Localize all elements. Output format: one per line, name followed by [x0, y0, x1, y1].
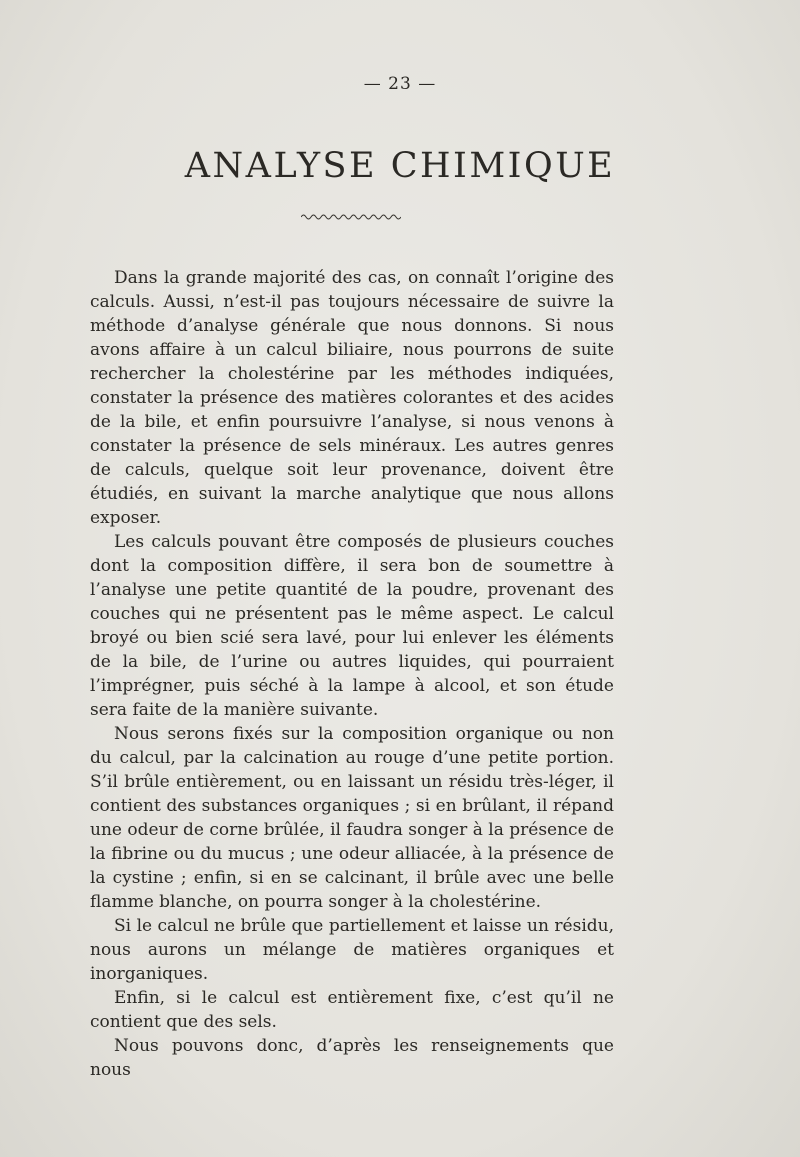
paragraph: Les calculs pouvant être composés de plusieurs couches dont la composition diffère, il sera bon de soumettre à l’analyse une petite quantité de la poudre, provenant des couches qui ne présentent pas le même aspect. Le calcul broyé ou bien scié sera lavé, pour lui enlever les éléments de la bile, de l’urine ou autres liquides, qui pourraient l’imprégner, puis séché à la lampe à alcool, et son étude sera faite de la manière suivante. — [90, 532, 614, 720]
body-text — [90, 266, 614, 1082]
paragraph: Nous pouvons donc, d’après les renseignements que nous — [90, 1036, 614, 1080]
paragraph: Si le calcul ne brûle que partiellement et laisse un résidu, nous aurons un mélange de matières organiques et inorganiques. — [90, 916, 614, 984]
chapter-title: ANALYSE CHIMIQUE — [184, 146, 616, 186]
paragraph: Enfin, si le calcul est entièrement fixe, c’est qu’il ne contient que des sels. — [90, 988, 614, 1032]
paragraph: Nous serons fixés sur la composition organique ou non du calcul, par la calcination au rouge d’une petite portion. S’il brûle entièrement, ou en laissant un résidu très-léger, il contient des substances organiques ; si en brûlant, il répand une odeur de corne brûlée, il faudra songer à la présence de la fibrine ou du mucus ; une odeur alliacée, à la présence de la cystine ; enfin, si en se calcinant, il brûle avec une belle flamme blanche, on pourra songer à la cholestérine. — [90, 724, 614, 912]
page-number: — 23 — — [363, 74, 437, 94]
paragraph: Dans la grande majorité des cas, on connaît l’origine des calculs. Aussi, n’est-il pas toujours nécessaire de suivre la méthode d’analyse générale que nous donnons. Si nous avons affaire à un calcul biliaire, nous pourrons de suite rechercher la cholestérine par les méthodes indiquées, constater la présence des matières colorantes et des acides de la bile, et enfin poursuivre l’analyse, si nous venons à constater la présence de sels minéraux. Les autres genres de calculs, quelque soit leur provenance, doivent être étudiés, en suivant la marche analytique que nous allons exposer. — [90, 268, 614, 528]
wavy-rule-ornament — [301, 212, 401, 222]
